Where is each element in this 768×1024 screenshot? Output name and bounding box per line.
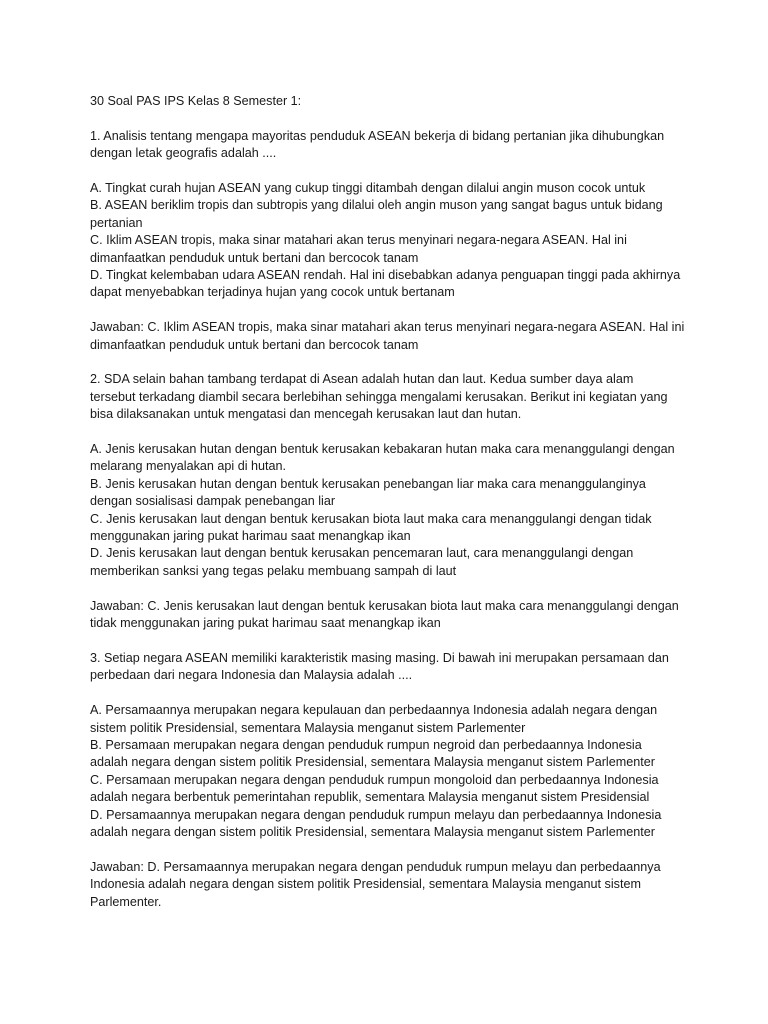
text-line: C. Jenis kerusakan laut dengan bentuk kerusakan biota laut maka cara menanggulangi dengan tidak	[90, 511, 652, 526]
text-line: Jawaban: C. Iklim ASEAN tropis, maka sinar matahari akan terus menyinari negara-negara ASEAN. Hal ini	[90, 320, 685, 335]
text-line: adalah negara dengan sistem politik Presidensial, sementara Malaysia menganut sistem Parlementer	[90, 824, 655, 839]
text-line: menggunakan jaring pukat harimau saat menangkap ikan	[90, 529, 411, 544]
text-line: perbedaan dari negara Indonesia dan Malaysia adalah ....	[90, 668, 413, 683]
text-line: B. Jenis kerusakan hutan dengan bentuk kerusakan penebangan liar maka cara menanggulanginya	[90, 476, 646, 491]
text-line: 30 Soal PAS IPS Kelas 8 Semester 1:	[90, 94, 302, 108]
document-page	[90, 93, 690, 928]
text-line: D. Tingkat kelembaban udara ASEAN rendah. Hal ini disebabkan adanya penguapan tinggi pada akhirnya	[90, 268, 681, 283]
question-2-answer	[90, 598, 690, 633]
text-line: sistem politik Presidensial, sementara Malaysia menganut sistem Parlementer	[90, 720, 526, 735]
text-line: dapat menyebabkan terjadinya hujan yang cocok untuk bertanam	[90, 285, 455, 300]
text-line: melarang menyalakan api di hutan.	[90, 459, 287, 474]
text-line: Parlementer.	[90, 894, 162, 909]
text-line: B. Persamaan merupakan negara dengan penduduk rumpun negroid dan perbedaannya Indonesia	[90, 737, 642, 752]
question-3-answer	[90, 859, 690, 911]
text-line: adalah negara dengan sistem politik Presidensial, sementara Malaysia menganut sistem Parlementer	[90, 755, 655, 770]
text-line: C. Persamaan merupakan negara dengan penduduk rumpun mongoloid dan perbedaannya Indonesia	[90, 772, 659, 787]
text-line: tersebut terkadang diambil secara berlebihan sehingga mengalami kerusakan. Berikut ini kegiatan yang	[90, 389, 668, 404]
text-line: A. Jenis kerusakan hutan dengan bentuk kerusakan kebakaran hutan maka cara menanggulangi dengan	[90, 442, 675, 457]
text-line: dimanfaatkan penduduk untuk bertani dan bercocok tanam	[90, 250, 419, 265]
question-3	[90, 650, 690, 685]
question-3-options	[90, 702, 690, 841]
text-line: dimanfaatkan penduduk untuk bertani dan bercocok tanam	[90, 337, 419, 352]
text-line: adalah negara berbentuk pemerintahan republik, sementara Malaysia menganut sistem Presidensial	[90, 790, 650, 805]
question-2-options	[90, 441, 690, 580]
text-line: C. Iklim ASEAN tropis, maka sinar matahari akan terus menyinari negara-negara ASEAN. Hal ini	[90, 233, 627, 248]
question-1-answer	[90, 319, 690, 354]
text-line: D. Persamaannya merupakan negara dengan penduduk rumpun melayu dan perbedaannya Indonesia	[90, 807, 662, 822]
text-line: A. Persamaannya merupakan negara kepulauan dan perbedaannya Indonesia adalah negara dengan	[90, 703, 658, 718]
text-line: Jawaban: C. Jenis kerusakan laut dengan bentuk kerusakan biota laut maka cara menanggulangi dengan	[90, 598, 679, 613]
text-line: 1. Analisis tentang mengapa mayoritas penduduk ASEAN bekerja di bidang pertanian jika dihubungkan	[90, 128, 665, 143]
text-line: 2. SDA selain bahan tambang terdapat di Asean adalah hutan dan laut. Kedua sumber daya alam	[90, 372, 634, 387]
text-line: memberikan sanksi yang tegas pelaku membuang sampah di laut	[90, 563, 457, 578]
text-line: Jawaban: D. Persamaannya merupakan negara dengan penduduk rumpun melayu dan perbedaannya	[90, 859, 661, 874]
text-line: pertanian	[90, 215, 143, 230]
text-line: tidak menggunakan jaring pukat harimau saat menangkap ikan	[90, 616, 441, 631]
question-2	[90, 371, 690, 423]
text-line: Indonesia adalah negara dengan sistem politik Presidensial, sementara Malaysia menganut sistem	[90, 877, 641, 892]
text-line: D. Jenis kerusakan laut dengan bentuk kerusakan pencemaran laut, cara menanggulangi dengan	[90, 546, 634, 561]
text-line: dengan letak geografis adalah ....	[90, 146, 277, 161]
document-title	[90, 93, 690, 110]
question-1-options	[90, 180, 690, 302]
text-line: bisa dilaksanakan untuk mengatasi dan mencegah kerusakan laut dan hutan.	[90, 407, 522, 422]
text-line: B. ASEAN beriklim tropis dan subtropis yang dilalui oleh angin muson yang sangat bagus untuk bidang	[90, 198, 663, 213]
question-1	[90, 128, 690, 163]
text-line: dengan sosialisasi dampak penebangan liar	[90, 494, 336, 509]
text-line: 3. Setiap negara ASEAN memiliki karakteristik masing masing. Di bawah ini merupakan persamaan dan	[90, 650, 669, 665]
text-line: A. Tingkat curah hujan ASEAN yang cukup tinggi ditambah dengan dilalui angin muson cocok untuk	[90, 181, 646, 195]
